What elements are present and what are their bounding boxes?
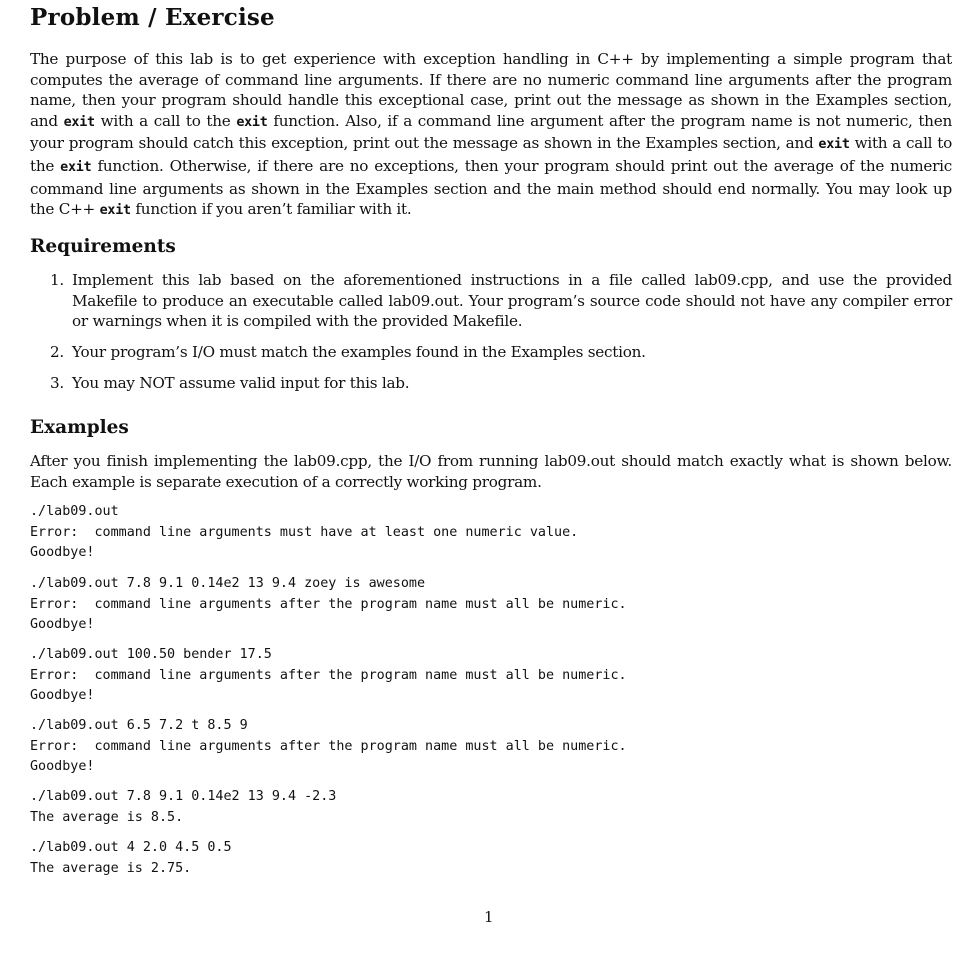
example-output: Goodbye! <box>30 617 95 633</box>
example-block <box>30 502 578 564</box>
example-block <box>30 716 627 778</box>
example-output: Goodbye! <box>30 545 95 561</box>
exit-code-3: exit <box>818 137 850 153</box>
page-number: 1 <box>484 908 494 926</box>
example-output: Error: command line arguments must have at least one numeric value. <box>30 524 579 540</box>
requirement-text: Implement this lab based on the aforementioned instructions in a file called lab09.cpp, and use the provided Makefile to produce an executable called lab09.out. Your program’s source code should not have any compiler error or warnings when it is compiled with the provided Makefile. <box>72 271 952 331</box>
requirement-number: 3. <box>50 374 64 393</box>
intro-paragraph <box>30 49 952 222</box>
example-command: ./lab09.out 6.5 7.2 t 8.5 9 <box>30 718 248 733</box>
exit-code-2: exit <box>236 114 268 130</box>
requirements-list <box>30 270 952 404</box>
exit-code-4: exit <box>60 159 92 175</box>
example-command: ./lab09.out 4 2.0 4.5 0.5 <box>30 840 232 855</box>
example-block <box>30 787 336 828</box>
requirement-text: You may NOT assume valid input for this lab. <box>72 374 410 393</box>
example-output: The average is 8.5. <box>30 809 184 825</box>
requirement-item <box>30 270 952 332</box>
example-command: ./lab09.out 7.8 9.1 0.14e2 13 9.4 zoey is awesome <box>30 576 426 591</box>
exit-code-1: exit <box>63 114 95 130</box>
exit-code-5: exit <box>99 203 131 219</box>
requirements-heading: Requirements <box>30 236 176 257</box>
requirement-text: Your program’s I/O must match the examples found in the Examples section. <box>72 343 646 362</box>
example-output: Goodbye! <box>30 759 95 775</box>
requirement-item <box>30 342 952 363</box>
intro-text-3: function. Also, if a command line argument after the program name is not numeric, then your program should catch this exception, print out the message as shown in the Examples section, and <box>30 111 952 153</box>
example-output: The average is 2.75. <box>30 860 192 876</box>
requirement-number: 1. <box>50 271 64 289</box>
example-output: Goodbye! <box>30 688 95 704</box>
example-command: ./lab09.out <box>30 504 119 519</box>
requirement-number: 2. <box>50 343 64 362</box>
example-block <box>30 838 232 879</box>
examples-intro: After you finish implementing the lab09.cpp, the I/O from running lab09.out should match exactly what is shown below. Each example is separate execution of a correctly working program. <box>30 452 952 491</box>
example-block <box>30 574 627 636</box>
intro-text-5: function. Otherwise, if there are no exceptions, then your program should print out the average of the numeric command line arguments as shown in the Examples section and the main method should end normally. You may look up the C++ <box>30 156 952 219</box>
example-command: ./lab09.out 7.8 9.1 0.14e2 13 9.4 -2.3 <box>30 789 337 804</box>
intro-text-1: The purpose of this lab is to get experience with exception handling in C++ by implementing a simple program that computes the average of command line arguments. If there are no numeric command line arguments after the program name, then your program should handle this exceptional case, print out the message as shown in the Examples section, and <box>30 50 952 130</box>
examples-heading: Examples <box>30 417 129 438</box>
intro-text-6: function if you aren’t familiar with it. <box>130 200 412 219</box>
intro-text-4: with a call to the <box>30 134 952 175</box>
requirement-item <box>30 373 952 394</box>
example-command: ./lab09.out 100.50 bender 17.5 <box>30 647 272 662</box>
example-output: Error: command line arguments after the program name must all be numeric. <box>30 738 627 754</box>
page-title: Problem / Exercise <box>30 4 275 31</box>
intro-text-2: with a call to the <box>94 111 237 130</box>
example-output: Error: command line arguments after the program name must all be numeric. <box>30 667 627 683</box>
example-output: Error: command line arguments after the program name must all be numeric. <box>30 596 627 612</box>
example-block <box>30 645 627 707</box>
